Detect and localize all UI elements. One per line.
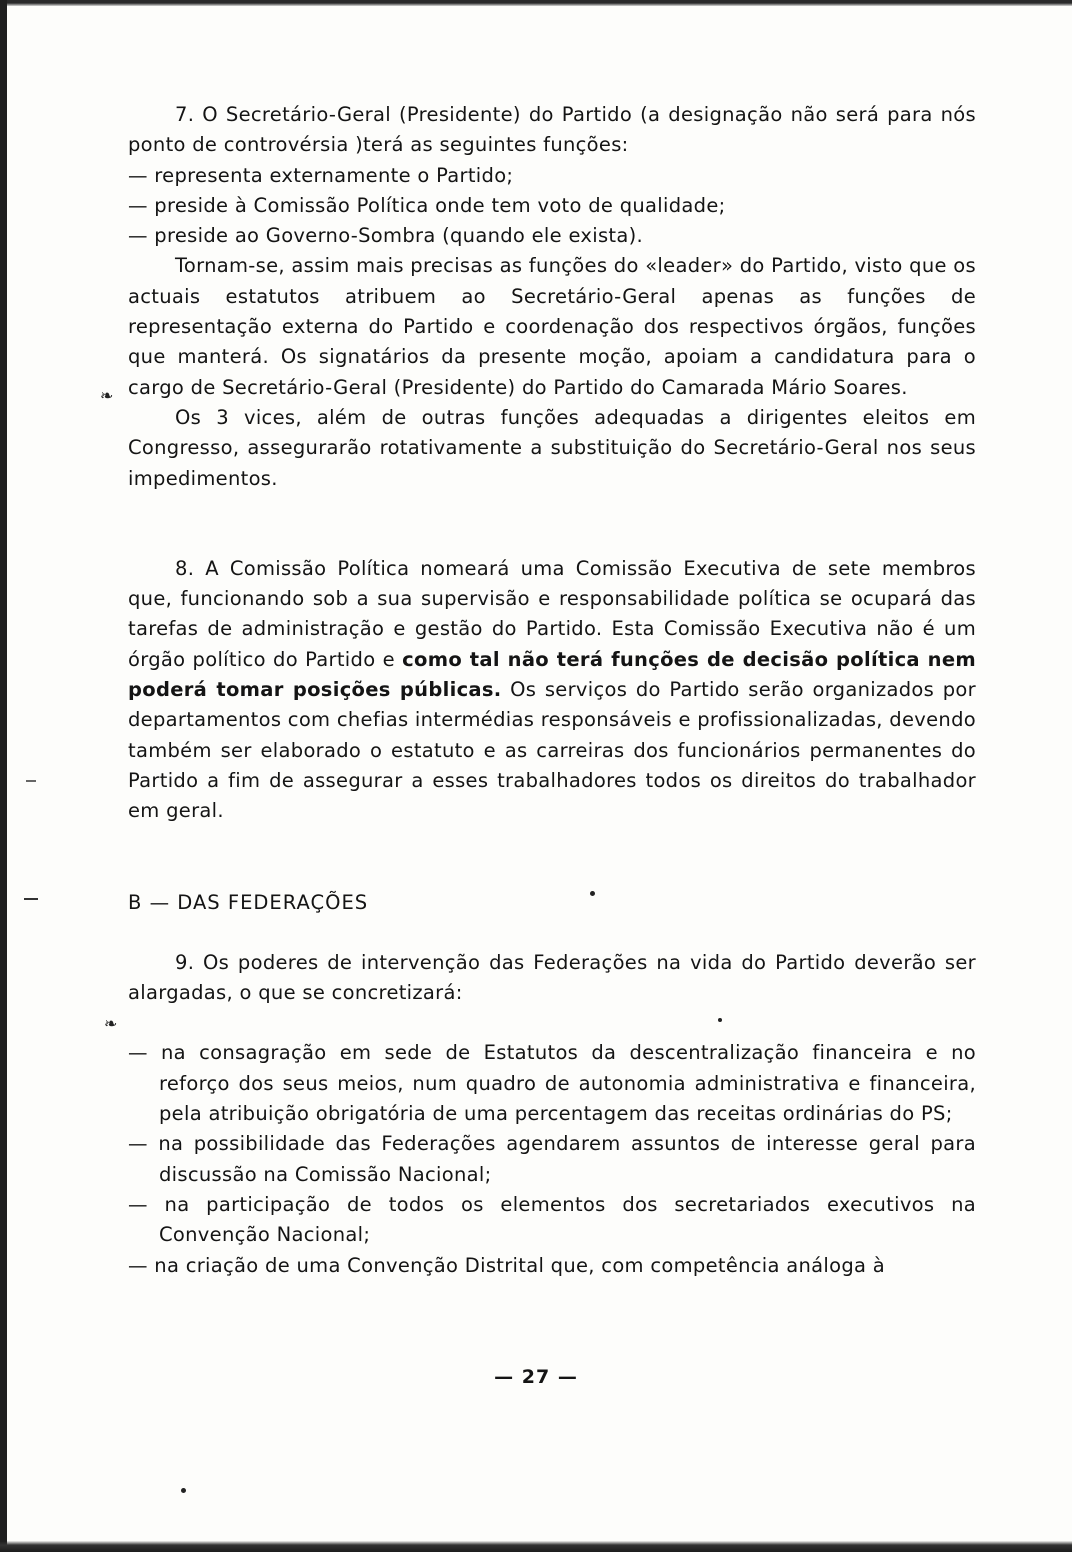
spacer	[128, 1008, 976, 1038]
paragraph-9-item: — na participação de todos os elementos dos secretariados executivos na Convenção Nacional;	[128, 1192, 976, 1247]
section-b	[128, 888, 976, 1281]
margin-tick	[26, 780, 36, 782]
paragraph-7-item: — representa externamente o Partido;	[128, 163, 514, 187]
paragraph-7-continuation: Tornam-se, assim mais precisas as funções do «leader» do Partido, visto que os actuais estatutos atribuem ao Secretário-Geral apenas as funções de representação externa do Partido e coordenação dos respectivos órgãos, funções que manterá. Os signatários da presente moção, apoiam a candidatura para o cargo de Secretário-Geral (Presidente) do Partido do Camarada Mário Soares.	[128, 254, 976, 399]
paragraph-8	[128, 554, 976, 827]
scan-speck	[590, 891, 595, 896]
paragraph-7-vices: Os 3 vices, além de outras funções adequadas a dirigentes eleitos em Congresso, assegurarão rotativamente a substituição do Secretário-Geral nos seus impedimentos.	[128, 405, 976, 490]
scan-bottom-edge	[0, 1541, 1072, 1552]
scan-speck	[718, 1018, 722, 1022]
paragraph-7	[128, 100, 976, 494]
paragraph-9-item: — na criação de uma Convenção Distrital que, com competência análoga à	[128, 1253, 886, 1277]
paragraph-8-text	[128, 554, 976, 827]
paragraph-8-bold-text: como tal não terá funções de decisão política nem poderá tomar posições públicas.	[128, 647, 977, 702]
paragraph-9-item: — na consagração em sede de Estatutos da descentralização financeira e no reforço dos seus meios, num quadro de autonomia administrativa e financeira, pela atribuição obrigatória de uma percentagem das receitas ordinárias do PS;	[128, 1041, 976, 1126]
spacer	[128, 827, 976, 888]
scan-left-edge	[0, 0, 7, 1552]
page-number: — 27 —	[494, 1366, 578, 1388]
page-body	[128, 100, 976, 1281]
paragraph-7-item: — preside à Comissão Política onde tem voto de qualidade;	[128, 193, 726, 217]
paragraph-9-intro: 9. Os poderes de intervenção das Federações na vida do Partido deverão ser alargadas, o que se concretizará:	[128, 950, 976, 1005]
section-b-heading: B — DAS FEDERAÇÕES	[128, 890, 369, 914]
scan-top-edge	[0, 0, 1072, 6]
margin-mark: ❧	[104, 1014, 118, 1033]
paragraph-8-text-end: Os serviços do Partido serão organizados por departamentos com chefias intermédias responsáveis e profissionalizadas, devendo também ser elaborado o estatuto e as carreiras dos funcionários permanentes do Partido a fim de assegurar a esses trabalhadores todos os direitos do trabalhador em geral.	[128, 678, 976, 823]
paragraph-8-text-start: 8. A Comissão Política nomeará uma Comissão Executiva de sete membros que, funcionando sob a sua supervisão e responsabilidade política se ocupará das tarefas de administração e gestão do Partido. Esta Comissão Executiva não é um órgão político do Partido e	[128, 556, 976, 671]
scan-speck	[181, 1488, 186, 1493]
spacer	[128, 918, 976, 948]
margin-tick	[24, 898, 38, 900]
margin-mark: ❧	[100, 386, 114, 405]
paragraph-7-item: — preside ao Governo-Sombra (quando ele exista).	[128, 224, 644, 248]
paragraph-7-intro: 7. O Secretário-Geral (Presidente) do Partido (a designação não será para nós ponto de controvérsia )terá as seguintes funções:	[128, 103, 976, 157]
paragraph-9-item: — na possibilidade das Federações agendarem assuntos de interesse geral para discussão na Comissão Nacional;	[128, 1132, 976, 1186]
spacer	[128, 494, 976, 554]
